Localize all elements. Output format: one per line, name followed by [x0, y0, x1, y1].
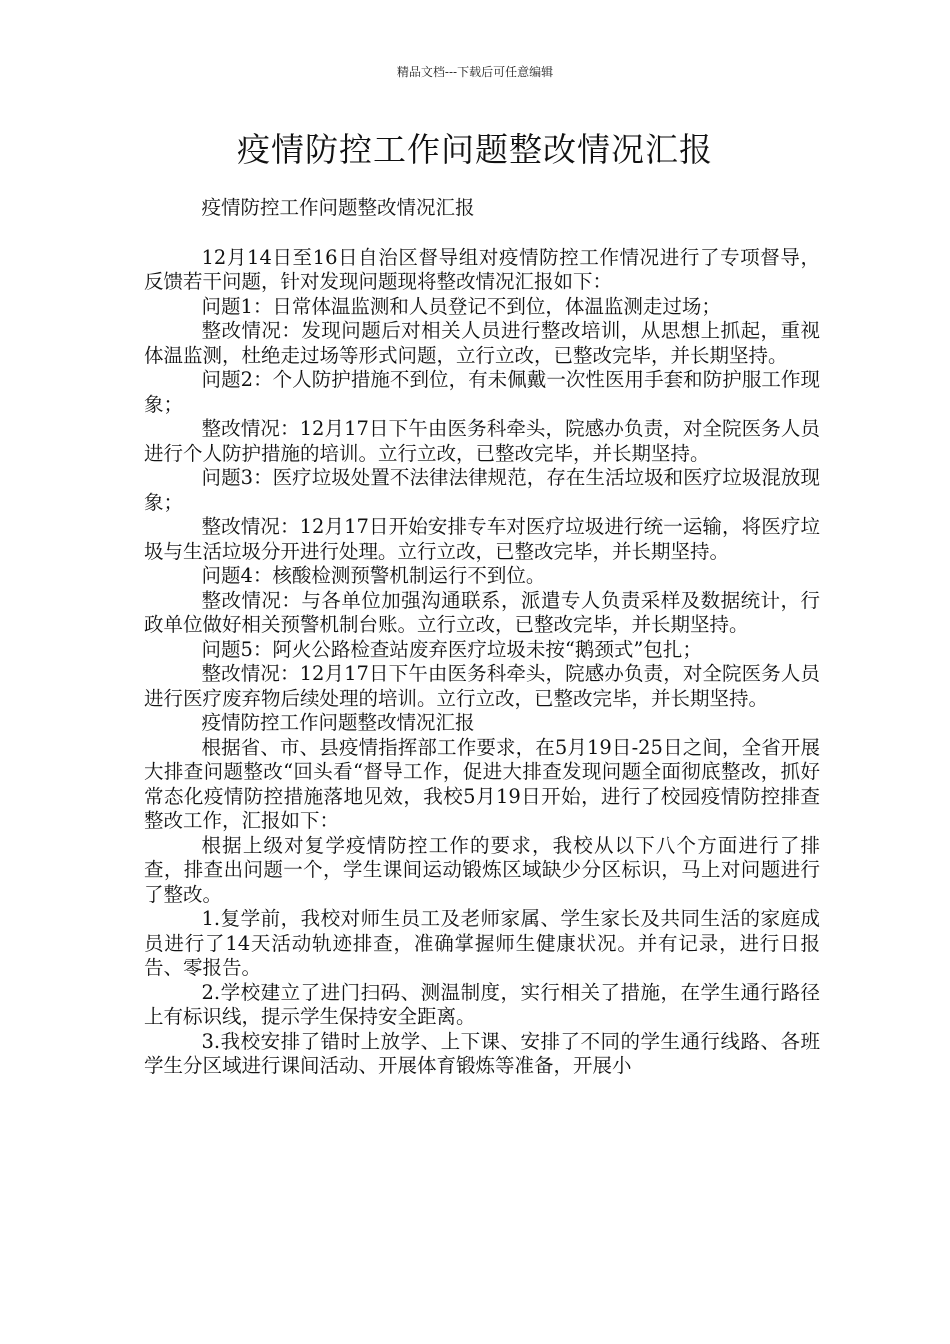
measure-1-paragraph: 1.复学前，我校对师生员工及老师家属、学生家长及共同生活的家庭成员进行了14天活动轨迹排查，准确掌握师生健康状况。并有记录，进行日报告、零报告。 — [144, 907, 820, 979]
header-note: 精品文档---下载后可任意编辑 — [396, 65, 554, 79]
document-body — [144, 196, 820, 1079]
second-report-heading: 疫情防控工作问题整改情况汇报 — [201, 711, 475, 734]
inspection-summary-paragraph: 根据上级对复学疫情防控工作的要求，我校从以下八个方面进行了排查，排查出问题一个，学生课间运动锻炼区域缺少分区标识，马上对问题进行了整改。 — [144, 833, 820, 906]
rectification-1-paragraph: 整改情况：发现问题后对相关人员进行整改培训，从思想上抓起，重视体温监测，杜绝走过场等形式问题，立行立改，已整改完毕，并长期坚持。 — [144, 319, 820, 367]
issue-2-paragraph: 问题2：个人防护措施不到位，有未佩戴一次性医用手套和防护服工作现象； — [144, 368, 820, 416]
document-title: 疫情防控工作问题整改情况汇报 — [237, 130, 713, 169]
rectification-2-paragraph: 整改情况：12月17日下午由医务科牵头，院感办负责，对全院医务人员进行个人防护措施的培训。立行立改，已整改完毕，并长期坚持。 — [144, 417, 820, 465]
issue-4-paragraph: 问题4：核酸检测预警机制运行不到位。 — [201, 564, 546, 587]
rectification-4-paragraph: 整改情况：与各单位加强沟通联系，派遣专人负责采样及数据统计，行政单位做好相关预警机制台账。立行立改，已整改完毕，并长期坚持。 — [144, 588, 820, 636]
rectification-5-paragraph: 整改情况：12月17日下午由医务科牵头，院感办负责，对全院医务人员进行医疗废弃物后续处理的培训。立行立改，已整改完毕，并长期坚持。 — [144, 662, 820, 710]
second-report-intro: 根据省、市、县疫情指挥部工作要求，在5月19日-25日之间，全省开展大排查问题整改“回头看“督导工作，促进大排查发现问题全面彻底整改，抓好常态化疫情防控措施落地见效，我校5月19日开始，进行了校园疫情防控排查整改工作，汇报如下： — [144, 735, 820, 832]
measure-3-paragraph: 3.我校安排了错时上放学、上下课、安排了不同的学生通行线路、各班学生分区域进行课间活动、开展体育锻炼等准备，开展小 — [144, 1029, 820, 1077]
measure-2-paragraph: 2.学校建立了进门扫码、测温制度，实行相关了措施，在学生通行路径上有标识线，提示学生保持安全距离。 — [144, 980, 820, 1028]
issue-5-paragraph: 问题5：阿火公路检查站废弃医疗垃圾未按“鹅颈式”包扎； — [201, 637, 702, 661]
rectification-3-paragraph: 整改情况：12月17日开始安排专车对医疗垃圾进行统一运输，将医疗垃圾与生活垃圾分开进行处理。立行立改，已整改完毕，并长期坚持。 — [144, 515, 820, 563]
issue-1-paragraph: 问题1：日常体温监测和人员登记不到位，体温监测走过场； — [201, 294, 721, 318]
subtitle-paragraph: 疫情防控工作问题整改情况汇报 — [201, 196, 475, 219]
intro-paragraph: 12月14日至16日自治区督导组对疫情防控工作情况进行了专项督导，反馈若干问题，针对发现问题现将整改情况汇报如下： — [144, 245, 820, 293]
issue-3-paragraph: 问题3：医疗垃圾处置不法律法律规范，存在生活垃圾和医疗垃圾混放现象； — [144, 466, 820, 514]
